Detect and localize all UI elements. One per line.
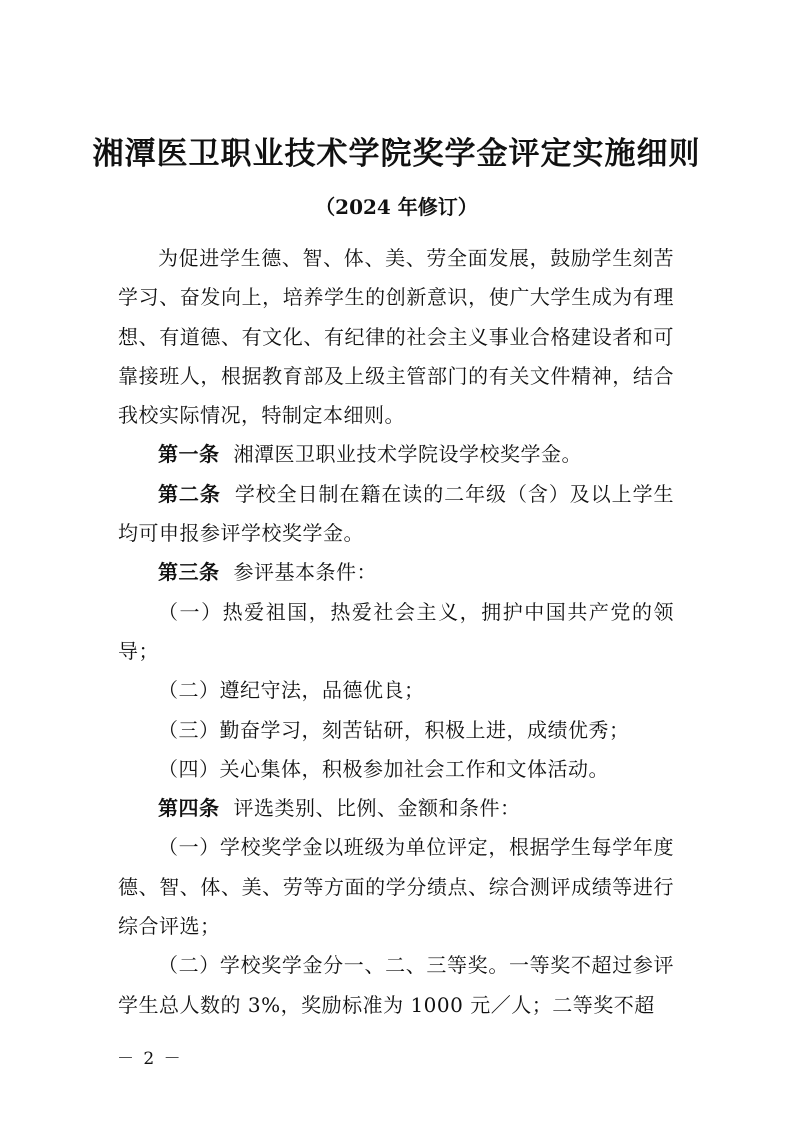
article-3-item: （三）勤奋学习，刻苦钻研，积极上进，成绩优秀；: [158, 717, 630, 742]
article-text: 评选类别、比例、金额和条件：: [233, 796, 521, 821]
article-text: 参评基本条件：: [233, 560, 377, 585]
article-text: 湘潭医卫职业技术学院设学校奖学金。: [233, 442, 582, 467]
page-number: － 2 －: [117, 1049, 183, 1069]
article-text: 学校全日制在籍在读的二年级（含）及以上学生均可申报参评学校奖学金。: [118, 481, 675, 546]
article-4: [118, 789, 674, 828]
document-body: [118, 239, 674, 1025]
article-4-item: （一）学校奖学金以班级为单位评定，根据学生每学年度德、智、体、美、劳等方面的学分绩点、综合测评成绩等进行综合评选；: [118, 835, 674, 939]
article-4-item: （二）学校奖学金分一、二、三等奖。一等奖不超过参评学生总人数的 3%，奖励标准为 1000 元／人；二等奖不超: [118, 953, 674, 1017]
article-label: 第一条: [158, 442, 220, 467]
article-3: [118, 553, 674, 592]
article-3-item: （一）热爱祖国，热爱社会主义，拥护中国共产党的领导；: [118, 599, 674, 663]
article-1: [118, 435, 674, 474]
article-3-item: （四）关心集体，积极参加社会工作和文体活动。: [158, 756, 609, 781]
document-title: 湘潭医卫职业技术学院奖学金评定实施细则: [92, 136, 701, 172]
preamble-paragraph: 为促进学生德、智、体、美、劳全面发展，鼓励学生刻苦学习、奋发向上，培养学生的创新意识，使广大学生成为有理想、有道德、有文化、有纪律的社会主义事业合格建设者和可靠接班人，根据教育部及上级主管部门的有关文件精神，结合我校实际情况，特制定本细则。: [118, 246, 674, 428]
article-label: 第二条: [158, 481, 221, 506]
article-3-item: （二）遵纪守法，品德优良；: [158, 678, 425, 703]
article-label: 第四条: [158, 796, 220, 821]
article-2: [118, 475, 674, 554]
document-subtitle: （2024 年修订）: [315, 195, 478, 219]
article-label: 第三条: [158, 560, 220, 585]
